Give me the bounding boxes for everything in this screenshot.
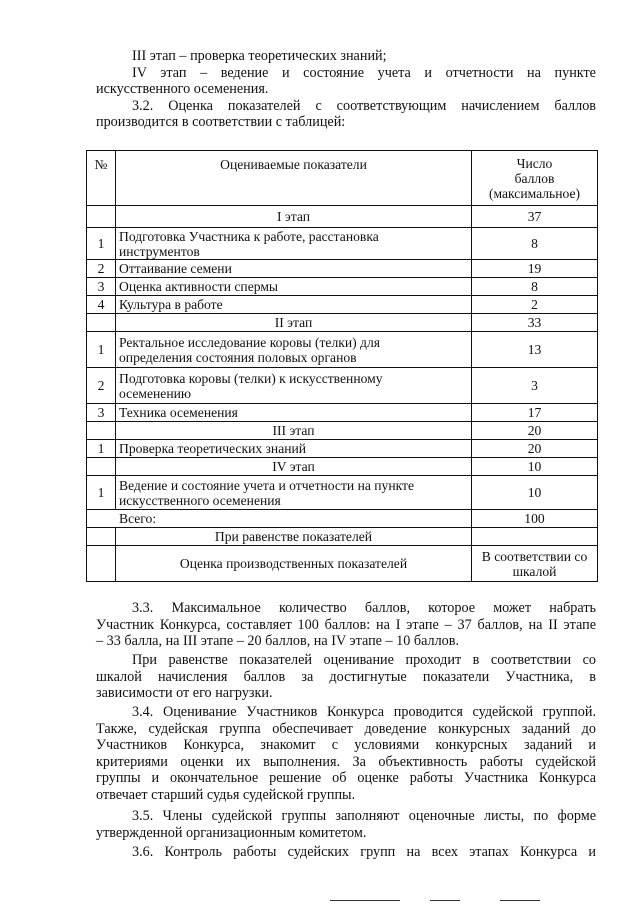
table-header <box>87 151 598 206</box>
row-points: 13 <box>472 332 598 368</box>
stage-title: I этап <box>116 206 472 228</box>
table-row <box>87 368 598 404</box>
text-line: Участников Конкурса, знакомит с условиями конкурсных заданий и <box>96 737 596 754</box>
stage-title: II этап <box>116 314 472 332</box>
stage-row <box>87 422 598 440</box>
row-indicator: Культура в работе <box>116 296 472 314</box>
row-points: 8 <box>472 228 598 260</box>
production-label: Оценка производственных показателей <box>116 546 472 582</box>
text-line: критериями оценки их выполнения. За объективность работы судейской <box>96 753 596 770</box>
text-line: При равенстве показателей оценивание проходит в соответствии со <box>132 652 596 668</box>
row-number: 1 <box>87 440 116 458</box>
stage-total: 33 <box>472 314 598 332</box>
header-number: № <box>87 151 116 206</box>
table-row <box>87 228 598 260</box>
stage-total: 10 <box>472 458 598 476</box>
stage-total: 37 <box>472 206 598 228</box>
paragraph-3-2: 3.2. Оценка показателей с соответствующим начислением баллов <box>132 97 596 114</box>
row-indicator: Подготовка коровы (телки) к искусственному осеменению <box>116 368 472 404</box>
stage-row <box>87 314 598 332</box>
row-points: 3 <box>472 368 598 404</box>
text-line: 3.4. Оценивание Участников Конкурса проводится судейской группой. <box>132 704 596 720</box>
row-number: 4 <box>87 296 116 314</box>
equal-label: При равенстве показателей <box>116 528 472 546</box>
row-number: 1 <box>87 332 116 368</box>
row-indicator: Проверка теоретических знаний <box>116 440 472 458</box>
row-points: 8 <box>472 278 598 296</box>
row-indicator: Оценка активности спермы <box>116 278 472 296</box>
row-number: 3 <box>87 278 116 296</box>
header-points-line2: баллов <box>514 170 555 186</box>
scoring-table <box>86 150 598 582</box>
header-points-line3: (максимальное) <box>488 185 581 201</box>
row-number: 2 <box>87 260 116 278</box>
table-row <box>87 260 598 278</box>
text-line: Участник Конкурса, составляет 100 баллов: на I этапе – 37 баллов, на II этапе <box>96 616 596 633</box>
text-line: 3.5. Члены судейской группы заполняют оценочные листы, по форме <box>132 808 596 824</box>
scan-artifact <box>500 900 540 901</box>
paragraph-equal <box>96 652 596 702</box>
row-indicator: Подготовка Участника к работе, расстановка инструментов <box>116 228 472 260</box>
stage4-line-cont: искусственного осеменения. <box>96 81 269 98</box>
stage-total: 20 <box>472 422 598 440</box>
text-line: – 33 балла, на III этапе – 20 баллов, на IV этапе – 10 баллов. <box>96 633 460 650</box>
text-line: Также, судейская группа обеспечивает доведение конкурсных заданий до <box>96 720 596 737</box>
stage-row <box>87 206 598 228</box>
paragraph-3-5 <box>96 808 596 841</box>
row-indicator: Ректальное исследование коровы (телки) для определения состояния половых органов <box>116 332 472 368</box>
row-points: 17 <box>472 404 598 422</box>
row-indicator: Ведение и состояние учета и отчетности на пункте искусственного осеменения <box>116 476 472 510</box>
text-line: шкалой начисления баллов за достигнутые показатели Участника, в <box>96 668 596 685</box>
paragraph-3-6 <box>96 844 596 861</box>
stage-row <box>87 458 598 476</box>
table-row <box>87 476 598 510</box>
row-points: 19 <box>472 260 598 278</box>
row-indicator: Техника осеменения <box>116 404 472 422</box>
table-row <box>87 404 598 422</box>
text-line: группы и окончательное решение об оценке работы Участника Конкурса <box>96 770 596 787</box>
intro-block <box>96 48 596 131</box>
row-number: 1 <box>87 476 116 510</box>
row-number: 2 <box>87 368 116 404</box>
total-row <box>87 510 598 528</box>
text-line: отвечает старший судья судейской группы. <box>96 786 356 803</box>
paragraph-3-2-cont: производится в соответствии с таблицей: <box>96 114 346 131</box>
text-line: зависимости от его нагрузки. <box>96 685 273 702</box>
total-value: 100 <box>472 510 598 528</box>
table-row <box>87 332 598 368</box>
paragraph-3-4 <box>96 704 596 804</box>
row-number: 3 <box>87 404 116 422</box>
text-line: 3.6. Контроль работы судейских групп на всех этапах Конкурса и <box>132 844 596 860</box>
stage-title: III этап <box>116 422 472 440</box>
paragraph-3-3 <box>96 600 596 650</box>
header-points <box>472 151 598 206</box>
row-points: 2 <box>472 296 598 314</box>
row-indicator: Оттаивание семени <box>116 260 472 278</box>
equal-row <box>87 528 598 546</box>
table-row <box>87 440 598 458</box>
production-value: В соответствии со шкалой <box>472 546 598 582</box>
stage3-line: III этап – проверка теоретических знаний; <box>132 48 387 64</box>
text-line: 3.3. Максимальное количество баллов, которое может набрать <box>132 600 596 616</box>
scan-artifact <box>430 900 460 901</box>
table-row <box>87 278 598 296</box>
row-number: 1 <box>87 228 116 260</box>
stage-title: IV этап <box>116 458 472 476</box>
header-points-line1: Число <box>516 155 553 171</box>
scan-artifact <box>330 900 400 901</box>
header-indicator: Оцениваемые показатели <box>116 151 472 206</box>
total-label: Всего: <box>87 510 472 528</box>
row-points: 20 <box>472 440 598 458</box>
row-points: 10 <box>472 476 598 510</box>
production-row <box>87 546 598 582</box>
stage4-line: IV этап – ведение и состояние учета и отчетности на пункте <box>132 64 596 81</box>
text-line: утвержденной организационным комитетом. <box>96 824 367 841</box>
table-row <box>87 296 598 314</box>
